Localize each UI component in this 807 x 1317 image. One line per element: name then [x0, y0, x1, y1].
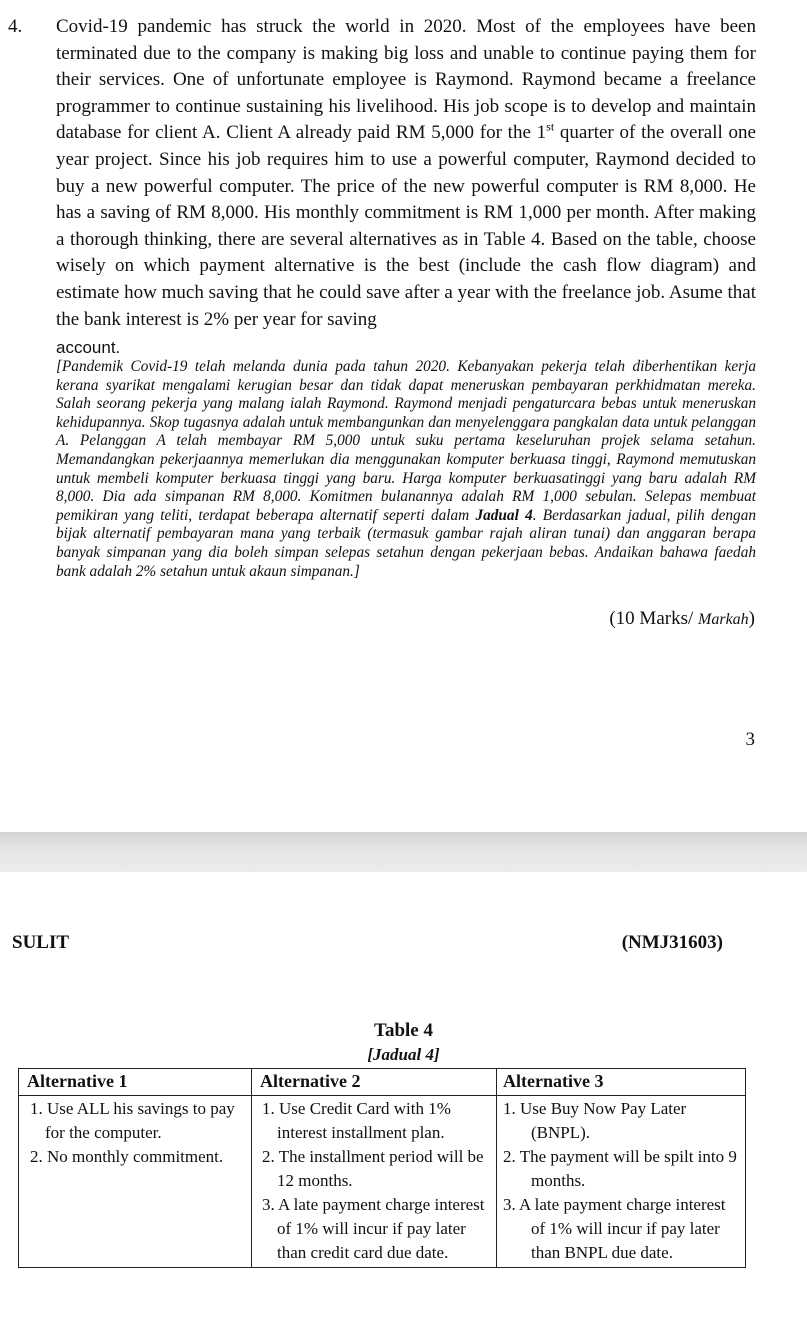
marks-close: ) — [748, 608, 755, 629]
marks-malay: Markah — [698, 611, 749, 628]
list-item: 3. A late payment charge interest of 1% will incur if pay later than BNPL due date. — [503, 1195, 726, 1262]
list-item: 3. A late payment charge interest of 1% will incur if pay later than credit card due date. — [262, 1195, 485, 1262]
alternative-1-header: Alternative 1 — [19, 1069, 252, 1096]
marks-label — [609, 608, 755, 630]
list-item: 2. The installment period will be 12 months. — [262, 1147, 484, 1190]
question-malay-text — [56, 358, 756, 581]
page-separator — [0, 832, 807, 872]
table-row — [19, 1096, 746, 1268]
header-course-code: (NMJ31603) — [621, 932, 723, 953]
table-caption-malay: [Jadual 4] — [367, 1045, 440, 1064]
list-item: 1. Use Credit Card with 1% interest installment plan. — [262, 1099, 451, 1142]
question-text-last-word: account. — [56, 338, 121, 358]
list-item: 2. The payment will be spilt into 9 months. — [503, 1147, 737, 1190]
question-text-part2: quarter of the overall one year project. Since his job requires him to use a powerful computer, Raymond decided to buy a new powerful computer. The price of the new powerful computer is RM 8,000. He has a saving of RM 8,000. His monthly commitment is RM 1,000 per month. After making a thorough thinking, there are several alternatives as in Table 4. Based on the table, choose wisely on which payment alternative is the best (include the cash flow diagram) and estimate how much saving that he could save after a year with the freelance job. Asume that the bank interest is 2% per year for saving — [56, 122, 756, 330]
alternative-1-cell — [19, 1096, 252, 1268]
malay-text-part1: [Pandemik Covid-19 telah melanda dunia pada tahun 2020. Kebanyakan pekerja telah diberhentikan kerja kerana syarikat mengalami kerugian besar dan tidak dapat meneruskan pembayaran perkhidmatan mereka. Salah seorang pekerja yang malang ialah Raymond. Raymond menjadi pengaturcara bebas untuk meneruskan kehidupannya. Skop tugasnya adalah untuk membangunkan dan menyelenggara pangkalan data untuk pelanggan A. Pelanggan A telah membayar RM 5,000 untuk suku pertama keseluruhan projek selama setahun. Memandangkan pekerjaannya memerlukan dia menggunakan komputer berkuasa tinggi, Raymond memutuskan untuk membeli komputer berkuasa tinggi yang baru. Harga komputer berkuasatinggi yang baru adalah RM 8,000. Dia ada simpanan RM 8,000. Komitmen bulanannya adalah RM 1,000 sebulan. Selepas membuat pemikiran yang teliti, terdapat beberapa alternatif seperti dalam — [56, 358, 756, 524]
alternative-3-header: Alternative 3 — [497, 1069, 746, 1096]
list-item: 1. Use Buy Now Pay Later (BNPL). — [503, 1099, 687, 1142]
header-classification: SULIT — [12, 932, 70, 953]
list-item: 2. No monthly commitment. — [30, 1147, 224, 1166]
question-english-text — [56, 14, 756, 362]
alternative-2-cell — [252, 1096, 497, 1268]
question-text-part1: Covid-19 pandemic has struck the world in 2020. Most of the employees have been terminated due to the company is making big loss and unable to continue paying them for their services. One of unfortunate employee is Raymond. Raymond became a freelance programmer to continue sustaining his livelihood. His job scope is to develop and maintain database for client A. Client A already paid RM 5,000 for the 1 — [56, 16, 756, 144]
marks-english: (10 Marks/ — [609, 608, 699, 629]
page-number: 3 — [745, 729, 755, 750]
malay-table-reference: Jadual 4 — [475, 506, 533, 524]
malay-text-part2: . Berdasarkan jadual, pilih dengan bijak alternatif pembayaran mana yang terbaik (termasuk gambar rajah aliran tunai) dan anggaran berapa banyak simpanan yang dia boleh simpan selepas setahun dengan pekerjaan bebas. Andaikan bahawa faedah bank adalah 2% setahun untuk akaun simpanan.] — [56, 506, 756, 580]
table-caption: Table 4 — [374, 1020, 433, 1041]
alternatives-table — [18, 1068, 746, 1268]
ordinal-superscript: st — [546, 120, 555, 135]
question-number: 4. — [8, 16, 23, 37]
alternative-2-header: Alternative 2 — [252, 1069, 497, 1096]
list-item: 1. Use ALL his savings to pay for the computer. — [30, 1099, 235, 1142]
table-header-row — [19, 1069, 746, 1096]
alternative-3-cell — [497, 1096, 746, 1268]
